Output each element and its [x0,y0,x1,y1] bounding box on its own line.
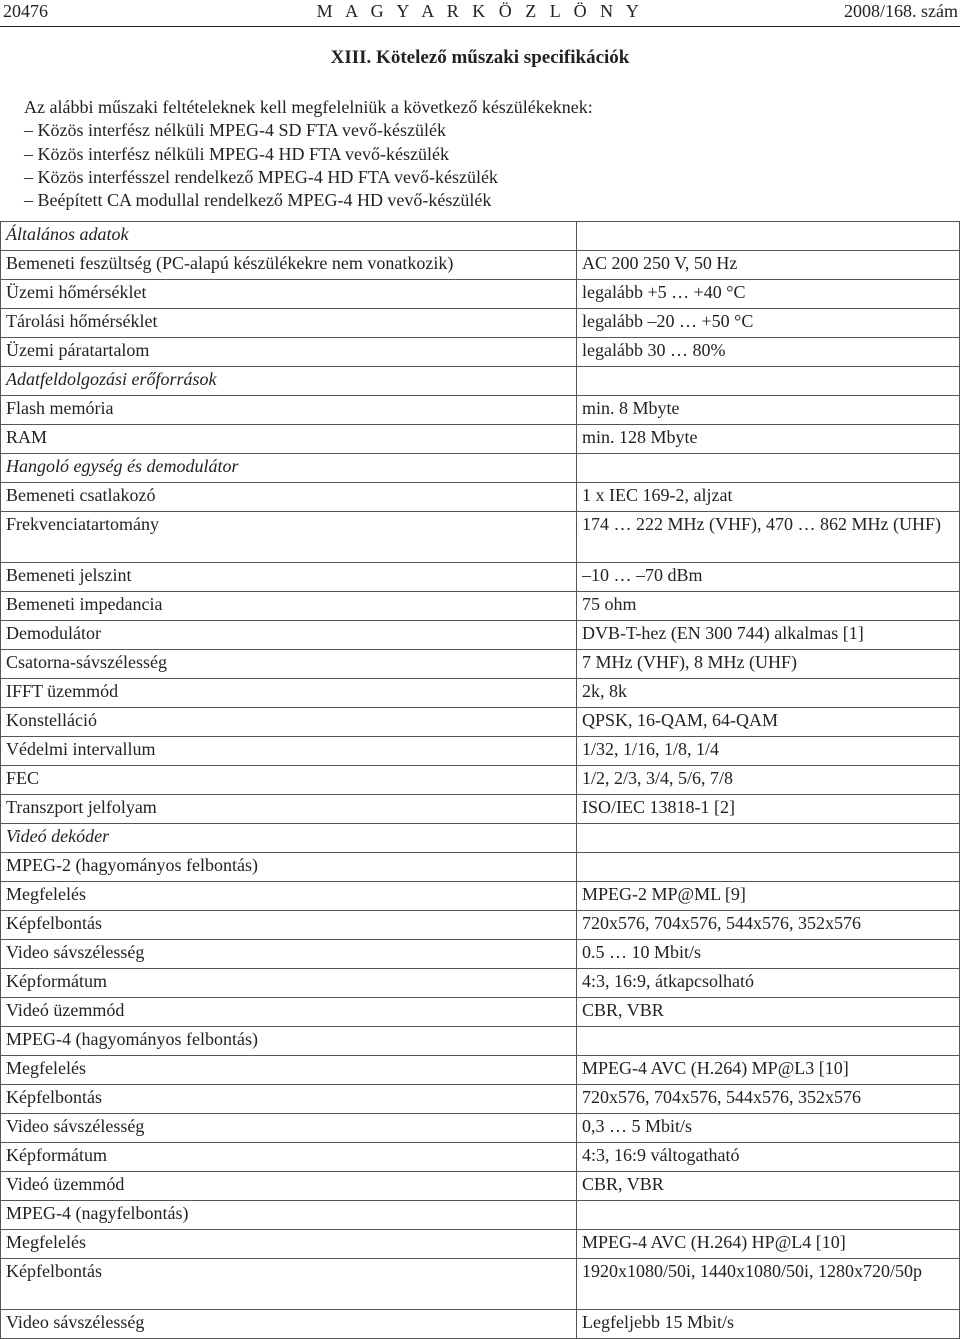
spec-value: 1/2, 2/3, 3/4, 5/6, 7/8 [577,766,960,795]
table-row [1,1027,960,1056]
spec-label: MPEG-4 (hagyományos felbontás) [1,1027,577,1056]
spec-label: MPEG-2 (hagyományos felbontás) [1,853,577,882]
spec-value [577,454,960,483]
device-list-item: – Közös interfész nélküli MPEG-4 SD FTA vevő-készülék [24,120,446,141]
spec-value: 0,3 … 5 Mbit/s [577,1114,960,1143]
spec-label: Megfelelés [1,1056,577,1085]
issue-number: 2008/168. szám [844,1,958,21]
table-row [1,853,960,882]
table-row [1,483,960,512]
spec-label: Video sávszélesség [1,940,577,969]
spec-value: QPSK, 16-QAM, 64-QAM [577,708,960,737]
table-row [1,425,960,454]
spec-label: Képfelbontás [1,911,577,940]
device-list-item: – Közös interfész nélküli MPEG-4 HD FTA vevő-készülék [24,143,449,164]
table-row [1,396,960,425]
journal-title: M A G Y A R K Ö Z L Ö N Y [316,1,644,21]
spec-value: 75 ohm [577,592,960,621]
spec-value: 0.5 … 10 Mbit/s [577,940,960,969]
spec-value: AC 200 250 V, 50 Hz [577,251,960,280]
spec-value: –10 … –70 dBm [577,563,960,592]
spec-label: Üzemi páratartalom [1,338,577,367]
table-row [1,1310,960,1339]
table-row [1,882,960,911]
spec-label: Bemeneti csatlakozó [1,483,577,512]
table-row [1,1143,960,1172]
spec-value [577,853,960,882]
table-row [1,512,960,563]
table-row [1,563,960,592]
table-row [1,1201,960,1230]
table-row [1,1172,960,1201]
table-row [1,998,960,1027]
spec-value: 2k, 8k [577,679,960,708]
device-list-item: – Beépített CA modullal rendelkező MPEG-4 HD vevő-készülék [24,190,492,211]
spec-value: 7 MHz (VHF), 8 MHz (UHF) [577,650,960,679]
spec-label: MPEG-4 (nagyfelbontás) [1,1201,577,1230]
spec-label: Transzport jelfolyam [1,795,577,824]
section-heading: Adatfeldolgozási erőforrások [1,367,577,396]
spec-value: MPEG-2 MP@ML [9] [577,882,960,911]
spec-label: Megfelelés [1,1230,577,1259]
section-heading: Általános adatok [1,222,577,251]
table-row [1,911,960,940]
table-row [1,679,960,708]
table-section-row [1,454,960,483]
table-row [1,737,960,766]
spec-label: Frekvenciatartomány [1,512,577,563]
spec-value: legalább –20 … +50 °C [577,309,960,338]
spec-label: Üzemi hőmérséklet [1,280,577,309]
spec-value: Legfeljebb 15 Mbit/s [577,1310,960,1339]
spec-label: Megfelelés [1,882,577,911]
table-row [1,621,960,650]
table-row [1,338,960,367]
section-title: XIII. Kötelező műszaki specifikációk [330,47,630,68]
spec-value: 1/32, 1/16, 1/8, 1/4 [577,737,960,766]
spec-value: 4:3, 16:9 váltogatható [577,1143,960,1172]
spec-label: Képfelbontás [1,1085,577,1114]
spec-label: Videó üzemmód [1,1172,577,1201]
spec-label: Képfelbontás [1,1259,577,1310]
table-row [1,1114,960,1143]
spec-value [577,824,960,853]
spec-label: Flash memória [1,396,577,425]
table-section-row [1,824,960,853]
spec-value [577,367,960,396]
spec-value: ISO/IEC 13818-1 [2] [577,795,960,824]
spec-value: 4:3, 16:9, átkapcsolható [577,969,960,998]
table-row [1,1259,960,1310]
spec-value [577,1201,960,1230]
table-row [1,766,960,795]
spec-value: 720x576, 704x576, 544x576, 352x576 [577,1085,960,1114]
spec-label: Tárolási hőmérséklet [1,309,577,338]
spec-label: Demodulátor [1,621,577,650]
table-row [1,280,960,309]
page-number: 20476 [3,1,48,21]
spec-value: CBR, VBR [577,998,960,1027]
intro-lead: Az alábbi műszaki feltételeknek kell megfelelniük a következő készülékeknek: [24,97,593,117]
table-row [1,1085,960,1114]
section-heading: Hangoló egység és demodulátor [1,454,577,483]
table-row [1,708,960,737]
spec-value: legalább +5 … +40 °C [577,280,960,309]
page-header [0,0,960,26]
spec-label: Csatorna-sávszélesség [1,650,577,679]
spec-label: RAM [1,425,577,454]
spec-label: Video sávszélesség [1,1310,577,1339]
spec-value: 174 … 222 MHz (VHF), 470 … 862 MHz (UHF) [577,512,960,563]
table-row [1,309,960,338]
spec-value: DVB-T-hez (EN 300 744) alkalmas [1] [577,621,960,650]
table-row [1,940,960,969]
spec-value: 1 x IEC 169-2, aljzat [577,483,960,512]
spec-table [0,221,960,1339]
header-rule [0,26,960,27]
spec-value: min. 8 Mbyte [577,396,960,425]
spec-label: Védelmi intervallum [1,737,577,766]
section-heading: Videó dekóder [1,824,577,853]
spec-label: Képformátum [1,969,577,998]
spec-value: 720x576, 704x576, 544x576, 352x576 [577,911,960,940]
spec-value: 1920x1080/50i, 1440x1080/50i, 1280x720/50p [577,1259,960,1310]
spec-label: Képformátum [1,1143,577,1172]
spec-value: CBR, VBR [577,1172,960,1201]
spec-label: Bemeneti impedancia [1,592,577,621]
table-row [1,592,960,621]
table-row [1,251,960,280]
spec-value [577,1027,960,1056]
spec-label: Bemeneti jelszint [1,563,577,592]
spec-value: min. 128 Mbyte [577,425,960,454]
spec-label: IFFT üzemmód [1,679,577,708]
table-row [1,1230,960,1259]
table-section-row [1,222,960,251]
table-row [1,650,960,679]
spec-value: MPEG-4 AVC (H.264) HP@L4 [10] [577,1230,960,1259]
spec-label: FEC [1,766,577,795]
spec-value: legalább 30 … 80% [577,338,960,367]
spec-label: Videó üzemmód [1,998,577,1027]
spec-label: Konstelláció [1,708,577,737]
intro-block [24,96,593,212]
spec-value: MPEG-4 AVC (H.264) MP@L3 [10] [577,1056,960,1085]
device-list-item: – Közös interfésszel rendelkező MPEG-4 HD FTA vevő-készülék [24,166,498,187]
spec-value [577,222,960,251]
spec-label: Video sávszélesség [1,1114,577,1143]
table-row [1,795,960,824]
spec-label: Bemeneti feszültség (PC-alapú készülékekre nem vonatkozik) [1,251,577,280]
table-row [1,969,960,998]
table-section-row [1,367,960,396]
table-row [1,1056,960,1085]
